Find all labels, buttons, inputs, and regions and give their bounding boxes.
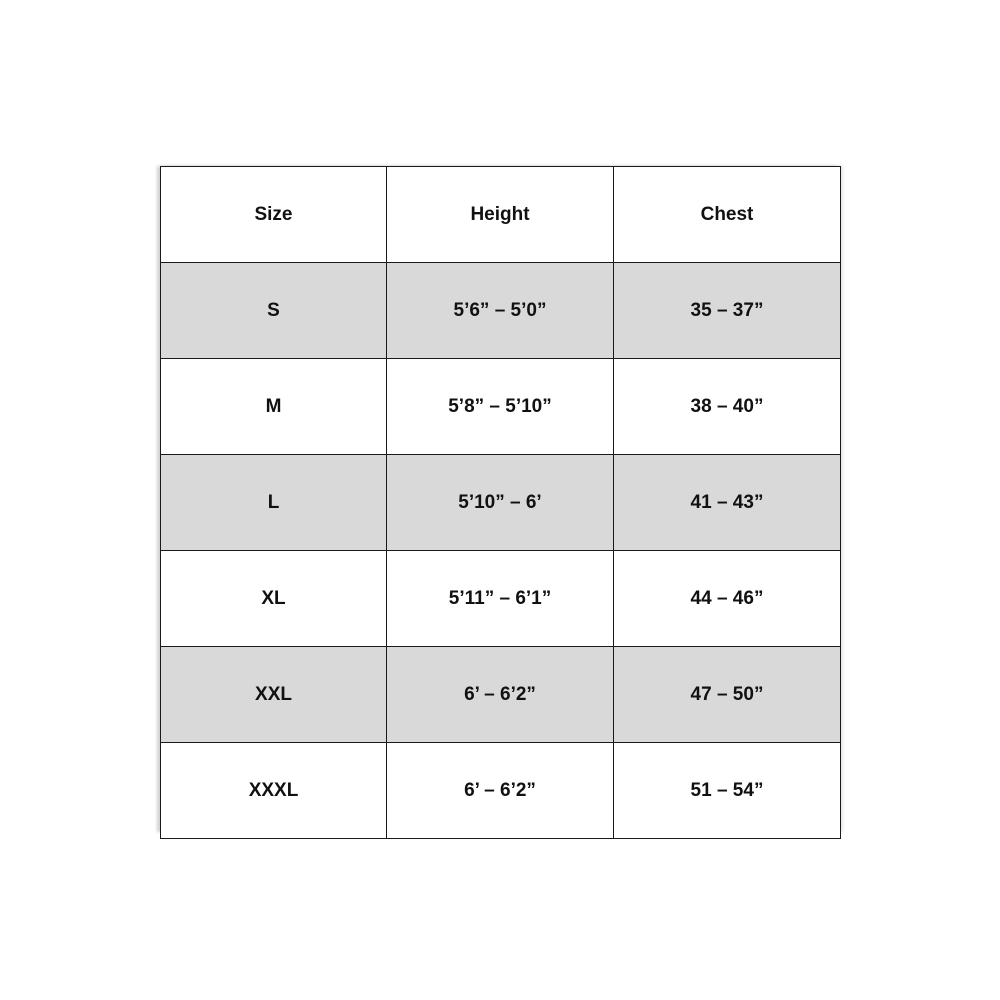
height-cell: 5’8” – 5’10” — [387, 359, 614, 455]
table-row — [161, 263, 841, 359]
chest-cell: 41 – 43” — [614, 455, 841, 551]
size-cell: S — [161, 263, 387, 359]
size-cell: XXXL — [161, 743, 387, 839]
chest-cell: 47 – 50” — [614, 647, 841, 743]
chest-cell: 35 – 37” — [614, 263, 841, 359]
table-row — [161, 455, 841, 551]
height-cell: 5’11” – 6’1” — [387, 551, 614, 647]
chest-cell: 51 – 54” — [614, 743, 841, 839]
table-row — [161, 551, 841, 647]
size-cell: L — [161, 455, 387, 551]
size-chart-table — [160, 166, 841, 839]
chest-cell: 38 – 40” — [614, 359, 841, 455]
height-cell: 5’10” – 6’ — [387, 455, 614, 551]
height-cell: 6’ – 6’2” — [387, 647, 614, 743]
table-header-row — [161, 167, 841, 263]
column-header-size: Size — [161, 167, 387, 263]
height-cell: 5’6” – 5’0” — [387, 263, 614, 359]
size-cell: XXL — [161, 647, 387, 743]
size-chart — [160, 166, 840, 832]
table-row — [161, 359, 841, 455]
height-cell: 6’ – 6’2” — [387, 743, 614, 839]
table-row — [161, 647, 841, 743]
column-header-height: Height — [387, 167, 614, 263]
size-cell: XL — [161, 551, 387, 647]
column-header-chest: Chest — [614, 167, 841, 263]
table-row — [161, 743, 841, 839]
size-cell: M — [161, 359, 387, 455]
chest-cell: 44 – 46” — [614, 551, 841, 647]
